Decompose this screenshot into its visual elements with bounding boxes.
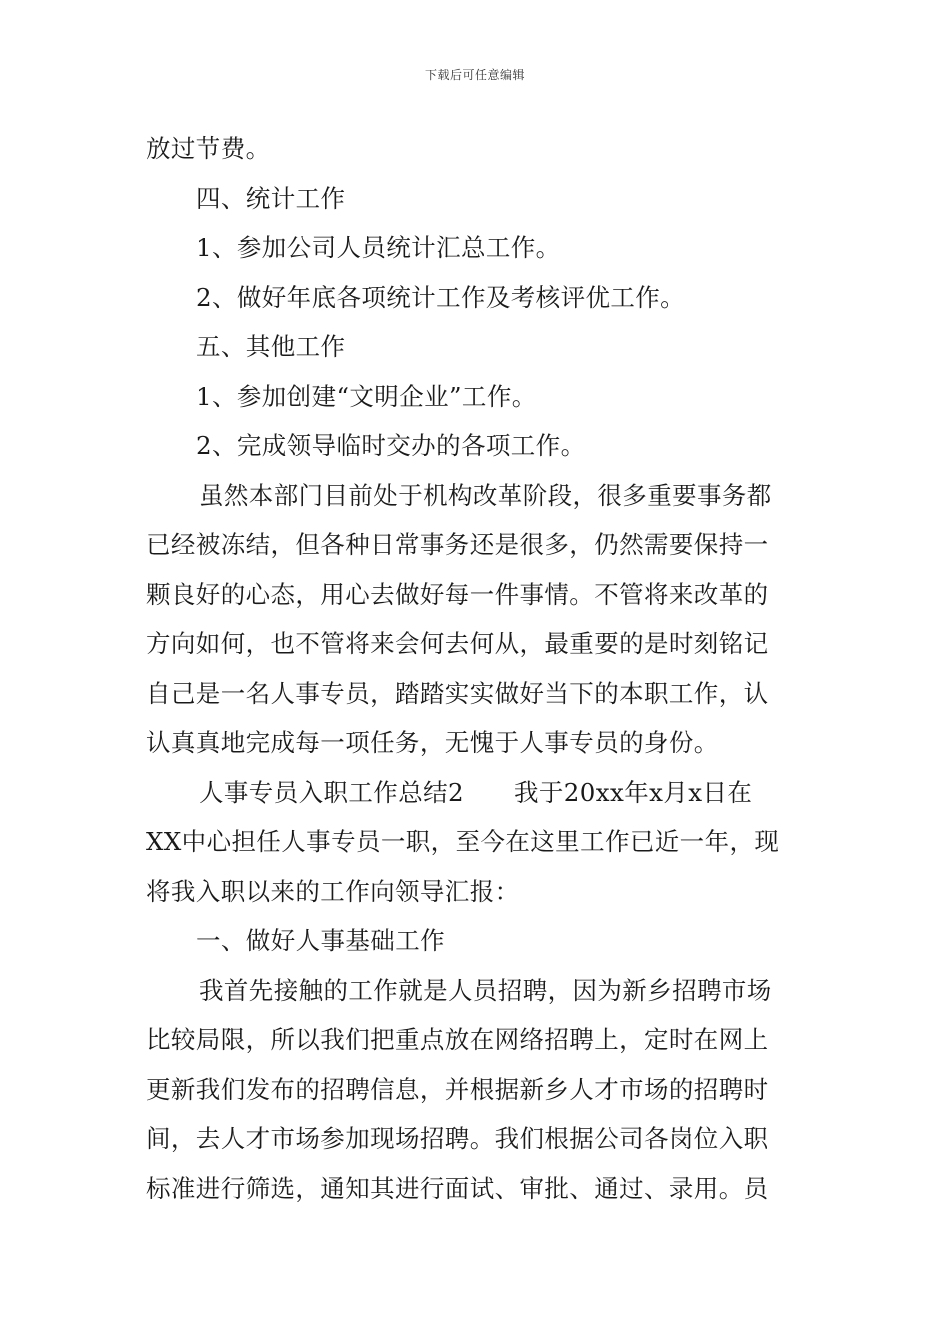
section-heading: 一、做好人事基础工作 [196, 926, 445, 955]
list-item: 2、完成领导临时交办的各项工作。 [196, 431, 586, 460]
section-heading: 四、统计工作 [196, 183, 346, 213]
article-title: 人事专员入职工作总结2 [199, 777, 464, 807]
paragraph-line: 我首先接触的工作就是人员招聘，因为新乡招聘市场 [199, 975, 772, 1005]
text-line: 放过节费。 [146, 134, 271, 163]
paragraph-line: 颗良好的心态，用心去做好每一件事情。不管将来改革的 [146, 579, 769, 609]
paragraph-line: 比较局限，所以我们把重点放在网络招聘上，定时在网上 [146, 1025, 769, 1054]
page-header: 下载后可任意编辑 [424, 68, 525, 82]
list-item: 1、参加公司人员统计汇总工作。 [196, 233, 561, 262]
section-heading: 五、其他工作 [196, 332, 346, 361]
list-item: 1、参加创建“文明企业”工作。 [196, 381, 537, 411]
paragraph-line: 虽然本部门目前处于机构改革阶段，很多重要事务都 [199, 480, 772, 510]
paragraph-line: 自己是一名人事专员，踏踏实实做好当下的本职工作，认 [146, 678, 769, 708]
paragraph-line: 将我入职以来的工作向领导汇报： [146, 876, 520, 906]
paragraph-line [146, 768, 806, 818]
paragraph-line: 更新我们发布的招聘信息，并根据新乡人才市场的招聘时 [146, 1074, 769, 1104]
paragraph-line: 认真真地完成每一项任务，无愧于人事专员的身份。 [146, 728, 719, 757]
paragraph-start: 我于20xx年x月x日在 [514, 777, 753, 807]
paragraph-line: XX中心担任人事专员一职，至今在这里工作已近一年，现 [146, 827, 780, 856]
paragraph-line: 间，去人才市场参加现场招聘。我们根据公司各岗位入职 [146, 1124, 769, 1153]
document-body [146, 124, 806, 1213]
paragraph-line: 已经被冻结，但各种日常事务还是很多，仍然需要保持一 [146, 530, 769, 559]
paragraph-line: 方向如何，也不管将来会何去何从，最重要的是时刻铭记 [146, 629, 769, 658]
list-item: 2、做好年底各项统计工作及考核评优工作。 [196, 282, 686, 312]
paragraph-line: 标准进行筛选，通知其进行面试、审批、通过、录用。员 [146, 1173, 769, 1203]
